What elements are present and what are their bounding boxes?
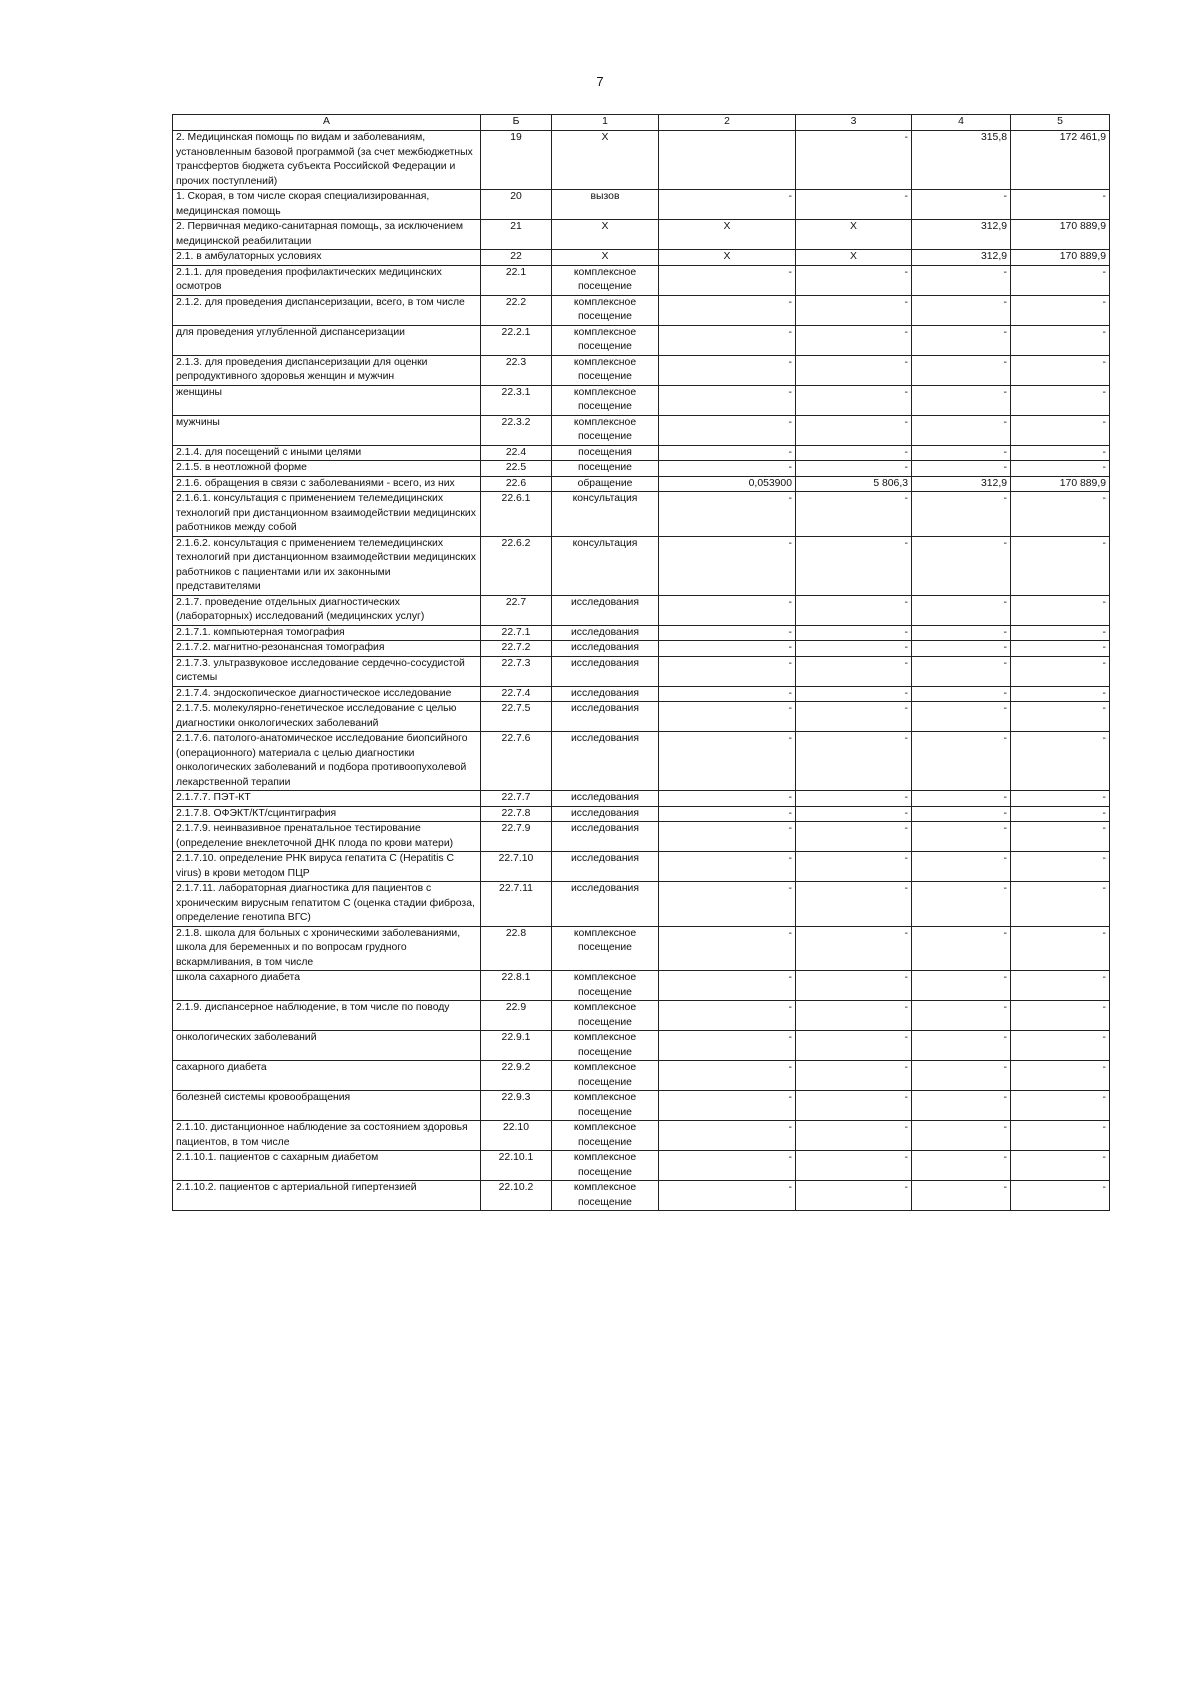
row-value-col2: - [659, 686, 796, 702]
row-value-col5: - [1011, 656, 1110, 686]
row-value-col2: - [659, 536, 796, 595]
table-row [173, 415, 1110, 445]
table-row [173, 702, 1110, 732]
row-value-col5: 170 889,9 [1011, 250, 1110, 266]
row-value-col5: - [1011, 355, 1110, 385]
row-value-col4: - [912, 1181, 1011, 1211]
row-name-cell: 2.1.7.4. эндоскопическое диагностическое исследование [173, 686, 481, 702]
row-value-col5: - [1011, 1061, 1110, 1091]
row-unit-cell: исследования [552, 595, 659, 625]
column-header: 2 [659, 115, 796, 131]
table-row [173, 595, 1110, 625]
row-value-col5: - [1011, 686, 1110, 702]
row-value-col2: - [659, 1061, 796, 1091]
row-unit-cell: исследования [552, 791, 659, 807]
row-value-col5: - [1011, 265, 1110, 295]
column-header: А [173, 115, 481, 131]
table-row [173, 625, 1110, 641]
row-code-cell: 22.3 [481, 355, 552, 385]
row-name-cell: 2.1.1. для проведения профилактических медицинских осмотров [173, 265, 481, 295]
row-unit-cell: комплексное посещение [552, 926, 659, 971]
row-code-cell: 22 [481, 250, 552, 266]
row-value-col5: - [1011, 536, 1110, 595]
table-row [173, 926, 1110, 971]
row-name-cell: 2. Первичная медико-санитарная помощь, за исключением медицинской реабилитации [173, 220, 481, 250]
row-unit-cell: X [552, 220, 659, 250]
row-value-col4: 315,8 [912, 131, 1011, 190]
row-value-col4: - [912, 295, 1011, 325]
row-value-col3: - [796, 265, 912, 295]
row-value-col4: - [912, 702, 1011, 732]
row-unit-cell: комплексное посещение [552, 355, 659, 385]
row-value-col2: - [659, 1031, 796, 1061]
row-code-cell: 22.7.2 [481, 641, 552, 657]
row-value-col2: - [659, 926, 796, 971]
row-value-col3: - [796, 355, 912, 385]
row-unit-cell: консультация [552, 492, 659, 537]
table-row [173, 971, 1110, 1001]
row-name-cell: 2.1.7.3. ультразвуковое исследование сердечно-сосудистой системы [173, 656, 481, 686]
row-value-col2: - [659, 656, 796, 686]
row-value-col5: - [1011, 492, 1110, 537]
row-name-cell: 2.1.10.1. пациентов с сахарным диабетом [173, 1151, 481, 1181]
row-name-cell: 2.1.7.11. лабораторная диагностика для пациентов с хроническим вирусным гепатитом С (оценка стадии фиброза, определение генотипа ВГС) [173, 882, 481, 927]
row-unit-cell: X [552, 250, 659, 266]
row-unit-cell: исследования [552, 806, 659, 822]
row-value-col5: - [1011, 1091, 1110, 1121]
row-unit-cell: комплексное посещение [552, 1031, 659, 1061]
row-value-col3: - [796, 190, 912, 220]
row-name-cell: 2.1.2. для проведения диспансеризации, всего, в том числе [173, 295, 481, 325]
row-value-col5: 170 889,9 [1011, 476, 1110, 492]
table-row [173, 791, 1110, 807]
row-value-col2: - [659, 806, 796, 822]
row-value-col2: - [659, 882, 796, 927]
row-unit-cell: комплексное посещение [552, 1061, 659, 1091]
row-value-col2: - [659, 265, 796, 295]
row-value-col3: - [796, 461, 912, 477]
row-value-col4: - [912, 882, 1011, 927]
row-value-col3: - [796, 536, 912, 595]
row-value-col3: - [796, 822, 912, 852]
row-value-col3: - [796, 1181, 912, 1211]
row-value-col5: - [1011, 882, 1110, 927]
table-row [173, 445, 1110, 461]
row-code-cell: 20 [481, 190, 552, 220]
row-code-cell: 22.10 [481, 1121, 552, 1151]
row-value-col4: - [912, 791, 1011, 807]
row-value-col4: - [912, 852, 1011, 882]
row-code-cell: 22.7.4 [481, 686, 552, 702]
row-code-cell: 22.2.1 [481, 325, 552, 355]
row-value-col2: - [659, 641, 796, 657]
row-code-cell: 22.1 [481, 265, 552, 295]
row-value-col4: - [912, 1091, 1011, 1121]
row-value-col5: - [1011, 190, 1110, 220]
row-value-col3: - [796, 1091, 912, 1121]
row-unit-cell: комплексное посещение [552, 415, 659, 445]
row-unit-cell: комплексное посещение [552, 265, 659, 295]
row-value-col5: - [1011, 1001, 1110, 1031]
row-value-col3: - [796, 1061, 912, 1091]
row-unit-cell: исследования [552, 822, 659, 852]
column-header: 3 [796, 115, 912, 131]
table-row [173, 732, 1110, 791]
table-row [173, 1181, 1110, 1211]
column-header: 4 [912, 115, 1011, 131]
row-value-col3: - [796, 325, 912, 355]
row-value-col3: - [796, 131, 912, 190]
row-value-col2: - [659, 732, 796, 791]
row-value-col5: - [1011, 325, 1110, 355]
table-row [173, 1151, 1110, 1181]
row-code-cell: 22.9.1 [481, 1031, 552, 1061]
row-unit-cell: комплексное посещение [552, 1181, 659, 1211]
row-value-col5: - [1011, 385, 1110, 415]
row-value-col3: - [796, 385, 912, 415]
row-name-cell: 2.1.7.9. неинвазивное пренатальное тестирование (определение внеклеточной ДНК плода по крови матери) [173, 822, 481, 852]
row-value-col3: - [796, 492, 912, 537]
row-unit-cell: исследования [552, 641, 659, 657]
row-value-col4: - [912, 732, 1011, 791]
row-name-cell: 2.1.10.2. пациентов с артериальной гипертензией [173, 1181, 481, 1211]
row-code-cell: 22.7.1 [481, 625, 552, 641]
row-value-col4: - [912, 1001, 1011, 1031]
row-value-col4: - [912, 190, 1011, 220]
row-value-col3: - [796, 656, 912, 686]
row-code-cell: 22.5 [481, 461, 552, 477]
row-value-col2: - [659, 385, 796, 415]
table-row [173, 882, 1110, 927]
row-name-cell: 2.1.7. проведение отдельных диагностических (лабораторных) исследований (медицинских услуг) [173, 595, 481, 625]
row-value-col5: - [1011, 791, 1110, 807]
row-name-cell: 2.1.10. дистанционное наблюдение за состоянием здоровья пациентов, в том числе [173, 1121, 481, 1151]
row-value-col2: - [659, 971, 796, 1001]
table-row [173, 325, 1110, 355]
row-value-col3: - [796, 1121, 912, 1151]
row-value-col2: - [659, 355, 796, 385]
row-value-col2: - [659, 702, 796, 732]
row-value-col3: - [796, 1001, 912, 1031]
row-value-col3: 5 806,3 [796, 476, 912, 492]
row-code-cell: 22.7.11 [481, 882, 552, 927]
table-row [173, 355, 1110, 385]
row-value-col3: - [796, 445, 912, 461]
table-row [173, 822, 1110, 852]
row-value-col5: - [1011, 625, 1110, 641]
row-value-col3: - [796, 295, 912, 325]
row-value-col5: - [1011, 295, 1110, 325]
row-code-cell: 22.6.2 [481, 536, 552, 595]
row-name-cell: 2.1.7.6. патолого-анатомическое исследование биопсийного (операционного) материала с целью диагностики онкологических заболеваний и подбора противоопухолевой лекарственной терапии [173, 732, 481, 791]
row-unit-cell: комплексное посещение [552, 1001, 659, 1031]
table-row [173, 536, 1110, 595]
row-value-col4: 312,9 [912, 476, 1011, 492]
row-name-cell: 2.1. в амбулаторных условиях [173, 250, 481, 266]
row-value-col2: - [659, 190, 796, 220]
row-code-cell: 22.7 [481, 595, 552, 625]
row-value-col4: 312,9 [912, 220, 1011, 250]
row-name-cell: 2.1.7.8. ОФЭКТ/КТ/сцинтиграфия [173, 806, 481, 822]
row-value-col2: - [659, 791, 796, 807]
table-row [173, 250, 1110, 266]
row-value-col2: X [659, 250, 796, 266]
row-code-cell: 19 [481, 131, 552, 190]
row-unit-cell: комплексное посещение [552, 971, 659, 1001]
row-name-cell: 2.1.6.2. консультация с применением телемедицинских технологий при дистанционном взаимодействии медицинских работников с пациентами или их законными представителями [173, 536, 481, 595]
row-unit-cell: комплексное посещение [552, 1151, 659, 1181]
row-value-col2: 0,053900 [659, 476, 796, 492]
row-value-col4: - [912, 415, 1011, 445]
row-value-col4: - [912, 656, 1011, 686]
row-value-col3: - [796, 415, 912, 445]
row-name-cell: 2.1.8. школа для больных с хроническими заболеваниями, школа для беременных и по вопросам грудного вскармливания, в том числе [173, 926, 481, 971]
row-value-col5: - [1011, 732, 1110, 791]
row-value-col3: X [796, 250, 912, 266]
row-value-col5: 170 889,9 [1011, 220, 1110, 250]
row-value-col5: - [1011, 1121, 1110, 1151]
row-name-cell: школа сахарного диабета [173, 971, 481, 1001]
row-value-col3: - [796, 806, 912, 822]
row-value-col4: - [912, 265, 1011, 295]
row-unit-cell: X [552, 131, 659, 190]
table-row [173, 190, 1110, 220]
row-unit-cell: комплексное посещение [552, 295, 659, 325]
table-row [173, 131, 1110, 190]
row-value-col2: - [659, 1091, 796, 1121]
row-unit-cell: комплексное посещение [552, 1121, 659, 1151]
row-value-col2: - [659, 625, 796, 641]
row-value-col4: - [912, 492, 1011, 537]
row-value-col3: - [796, 852, 912, 882]
row-code-cell: 22.6 [481, 476, 552, 492]
row-name-cell: 2.1.5. в неотложной форме [173, 461, 481, 477]
row-value-col4: - [912, 445, 1011, 461]
row-value-col5: - [1011, 1151, 1110, 1181]
table-row [173, 1091, 1110, 1121]
row-code-cell: 22.7.7 [481, 791, 552, 807]
row-value-col4: - [912, 971, 1011, 1001]
row-value-col5: - [1011, 595, 1110, 625]
row-value-col3: - [796, 732, 912, 791]
table-row [173, 1061, 1110, 1091]
table-row [173, 806, 1110, 822]
row-code-cell: 22.6.1 [481, 492, 552, 537]
row-value-col5: 172 461,9 [1011, 131, 1110, 190]
row-value-col3: - [796, 595, 912, 625]
row-value-col4: 312,9 [912, 250, 1011, 266]
row-unit-cell: исследования [552, 882, 659, 927]
row-unit-cell: посещения [552, 445, 659, 461]
row-value-col5: - [1011, 926, 1110, 971]
row-value-col2: - [659, 1121, 796, 1151]
row-value-col4: - [912, 1121, 1011, 1151]
row-value-col5: - [1011, 1031, 1110, 1061]
table-row [173, 641, 1110, 657]
row-code-cell: 22.3.2 [481, 415, 552, 445]
row-value-col5: - [1011, 702, 1110, 732]
row-value-col4: - [912, 595, 1011, 625]
row-value-col2: - [659, 822, 796, 852]
row-unit-cell: комплексное посещение [552, 385, 659, 415]
row-value-col5: - [1011, 415, 1110, 445]
row-value-col4: - [912, 1151, 1011, 1181]
table-row [173, 220, 1110, 250]
row-value-col2: - [659, 445, 796, 461]
row-value-col4: - [912, 806, 1011, 822]
row-code-cell: 22.3.1 [481, 385, 552, 415]
column-header: Б [481, 115, 552, 131]
row-code-cell: 22.2 [481, 295, 552, 325]
row-name-cell: 2.1.7.10. определение РНК вируса гепатита С (Hepatitis C virus) в крови методом ПЦР [173, 852, 481, 882]
row-value-col5: - [1011, 641, 1110, 657]
row-name-cell: мужчины [173, 415, 481, 445]
row-value-col4: - [912, 926, 1011, 971]
row-code-cell: 22.9.3 [481, 1091, 552, 1121]
row-value-col4: - [912, 536, 1011, 595]
row-value-col2: - [659, 595, 796, 625]
row-name-cell: 2.1.6.1. консультация с применением телемедицинских технологий при дистанционном взаимодействии медицинских работников между собой [173, 492, 481, 537]
row-value-col2: - [659, 1001, 796, 1031]
row-name-cell: онкологических заболеваний [173, 1031, 481, 1061]
row-value-col2 [659, 131, 796, 190]
row-name-cell: 2.1.7.5. молекулярно-генетическое исследование с целью диагностики онкологических заболеваний [173, 702, 481, 732]
row-code-cell: 22.9 [481, 1001, 552, 1031]
row-value-col4: - [912, 686, 1011, 702]
row-value-col4: - [912, 1061, 1011, 1091]
row-value-col4: - [912, 355, 1011, 385]
row-unit-cell: исследования [552, 852, 659, 882]
row-name-cell: 2. Медицинская помощь по видам и заболеваниям, установленным базовой программой (за счет межбюджетных трансфертов бюджета субъекта Российской Федерации и прочих поступлений) [173, 131, 481, 190]
row-value-col2: - [659, 1181, 796, 1211]
row-value-col5: - [1011, 852, 1110, 882]
table-row [173, 1031, 1110, 1061]
row-code-cell: 22.8 [481, 926, 552, 971]
table-row [173, 461, 1110, 477]
row-code-cell: 21 [481, 220, 552, 250]
row-value-col4: - [912, 1031, 1011, 1061]
row-code-cell: 22.7.6 [481, 732, 552, 791]
medical-care-table [172, 114, 1110, 1211]
row-value-col2: - [659, 325, 796, 355]
row-code-cell: 22.8.1 [481, 971, 552, 1001]
row-unit-cell: обращение [552, 476, 659, 492]
row-value-col5: - [1011, 971, 1110, 1001]
row-code-cell: 22.9.2 [481, 1061, 552, 1091]
table-row [173, 1121, 1110, 1151]
row-value-col3: - [796, 625, 912, 641]
row-value-col3: - [796, 1031, 912, 1061]
row-value-col4: - [912, 461, 1011, 477]
row-name-cell: 2.1.7.2. магнитно-резонансная томография [173, 641, 481, 657]
row-code-cell: 22.7.5 [481, 702, 552, 732]
row-value-col3: X [796, 220, 912, 250]
row-value-col5: - [1011, 461, 1110, 477]
row-value-col2: - [659, 1151, 796, 1181]
row-name-cell: 2.1.3. для проведения диспансеризации для оценки репродуктивного здоровья женщин и мужчин [173, 355, 481, 385]
row-name-cell: 2.1.9. диспансерное наблюдение, в том числе по поводу [173, 1001, 481, 1031]
row-value-col3: - [796, 686, 912, 702]
row-value-col5: - [1011, 445, 1110, 461]
row-unit-cell: комплексное посещение [552, 1091, 659, 1121]
row-name-cell: сахарного диабета [173, 1061, 481, 1091]
row-name-cell: 2.1.7.1. компьютерная томография [173, 625, 481, 641]
page-number: 7 [596, 74, 604, 89]
row-value-col4: - [912, 385, 1011, 415]
row-code-cell: 22.10.2 [481, 1181, 552, 1211]
row-value-col4: - [912, 325, 1011, 355]
row-value-col5: - [1011, 806, 1110, 822]
row-unit-cell: посещение [552, 461, 659, 477]
row-code-cell: 22.10.1 [481, 1151, 552, 1181]
row-name-cell: 2.1.7.7. ПЭТ-КТ [173, 791, 481, 807]
table-row [173, 476, 1110, 492]
table-row [173, 656, 1110, 686]
row-value-col4: - [912, 625, 1011, 641]
table-row [173, 295, 1110, 325]
table-header-row [173, 115, 1110, 131]
row-code-cell: 22.7.8 [481, 806, 552, 822]
column-header: 1 [552, 115, 659, 131]
row-value-col3: - [796, 1151, 912, 1181]
row-value-col2: - [659, 492, 796, 537]
row-value-col3: - [796, 882, 912, 927]
row-unit-cell: исследования [552, 702, 659, 732]
row-unit-cell: вызов [552, 190, 659, 220]
table-row [173, 385, 1110, 415]
row-name-cell: 1. Скорая, в том числе скорая специализированная, медицинская помощь [173, 190, 481, 220]
row-unit-cell: исследования [552, 686, 659, 702]
row-code-cell: 22.4 [481, 445, 552, 461]
row-name-cell: для проведения углубленной диспансеризации [173, 325, 481, 355]
table-row [173, 852, 1110, 882]
row-unit-cell: исследования [552, 625, 659, 641]
table-row [173, 1001, 1110, 1031]
row-value-col3: - [796, 971, 912, 1001]
row-value-col2: X [659, 220, 796, 250]
row-name-cell: женщины [173, 385, 481, 415]
row-value-col3: - [796, 702, 912, 732]
row-value-col5: - [1011, 822, 1110, 852]
column-header: 5 [1011, 115, 1110, 131]
row-value-col4: - [912, 641, 1011, 657]
row-value-col3: - [796, 641, 912, 657]
row-code-cell: 22.7.10 [481, 852, 552, 882]
row-value-col2: - [659, 295, 796, 325]
row-unit-cell: исследования [552, 732, 659, 791]
row-name-cell: 2.1.4. для посещений с иными целями [173, 445, 481, 461]
row-code-cell: 22.7.3 [481, 656, 552, 686]
table-row [173, 686, 1110, 702]
row-value-col2: - [659, 461, 796, 477]
row-unit-cell: консультация [552, 536, 659, 595]
row-unit-cell: комплексное посещение [552, 325, 659, 355]
row-name-cell: болезней системы кровообращения [173, 1091, 481, 1121]
table-row [173, 492, 1110, 537]
row-value-col2: - [659, 415, 796, 445]
row-code-cell: 22.7.9 [481, 822, 552, 852]
row-unit-cell: исследования [552, 656, 659, 686]
row-name-cell: 2.1.6. обращения в связи с заболеваниями - всего, из них [173, 476, 481, 492]
row-value-col3: - [796, 791, 912, 807]
row-value-col5: - [1011, 1181, 1110, 1211]
row-value-col3: - [796, 926, 912, 971]
row-value-col4: - [912, 822, 1011, 852]
table-row [173, 265, 1110, 295]
row-value-col2: - [659, 852, 796, 882]
